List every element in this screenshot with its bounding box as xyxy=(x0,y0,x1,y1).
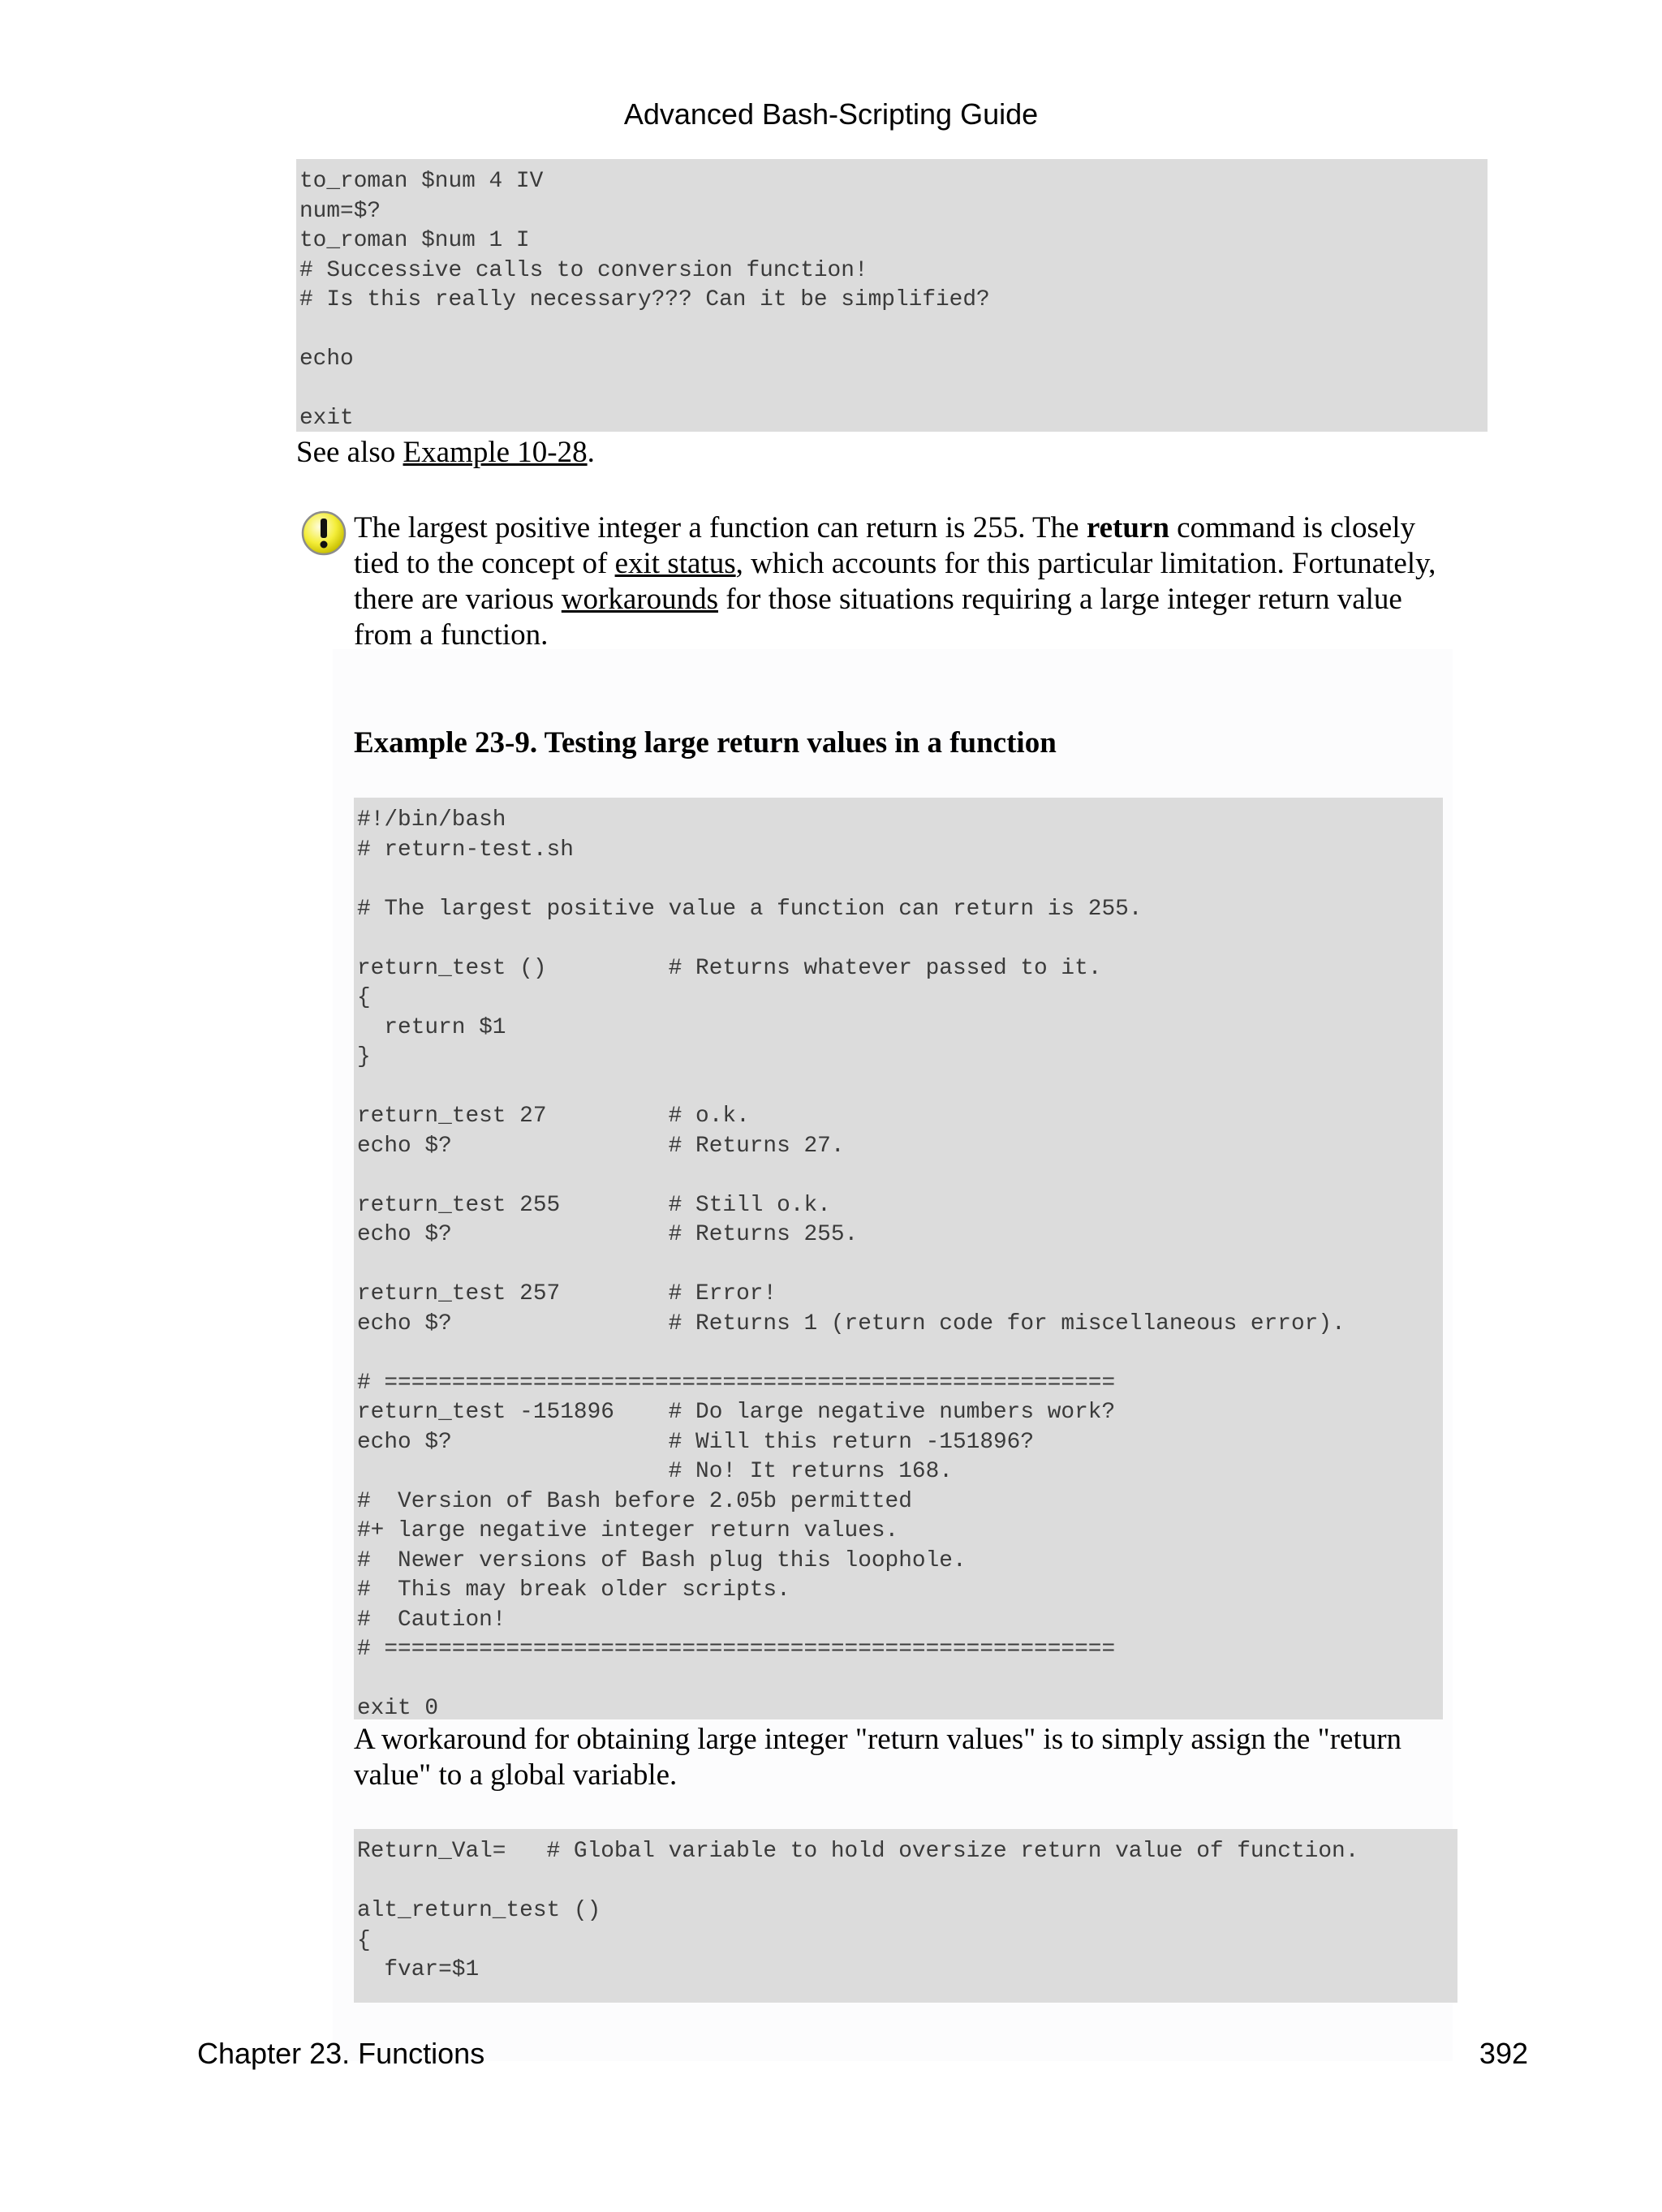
note-return-bold: return xyxy=(1086,511,1169,544)
code-line xyxy=(299,375,1488,405)
code-line xyxy=(357,1250,1443,1280)
note-text-2: command is closely tied to the concept of xyxy=(354,511,1416,580)
workaround-paragraph: A workaround for obtaining large integer "return values" is to simply assign the "return value" to a global variable. xyxy=(354,1723,1402,1792)
code-line xyxy=(357,1073,1443,1103)
code-line: return $1 xyxy=(357,1014,506,1040)
code-line: # Version of Bash before 2.05b permitted xyxy=(357,1488,912,1514)
code-line: Return_Val= # Global variable to hold oversize return value of function. xyxy=(357,1839,1359,1864)
code-line: # The largest positive value a function can return is 255. xyxy=(357,896,1143,922)
code-line: # No! It returns 168. xyxy=(357,1459,953,1484)
code-line: { xyxy=(357,1927,371,1953)
note-paragraph xyxy=(354,510,1457,653)
code-line: echo $? # Returns 255. xyxy=(357,1222,859,1247)
code-line xyxy=(357,1665,1443,1695)
code-line xyxy=(357,1161,1443,1191)
code-line: echo xyxy=(299,346,354,372)
footer-page-number: 392 xyxy=(1479,2037,1528,2070)
example-10-28-link[interactable]: Example 10-28 xyxy=(403,436,588,469)
footer-chapter: Chapter 23. Functions xyxy=(197,2037,485,2070)
code-line: # Is this really necessary??? Can it be simplified? xyxy=(299,287,990,312)
code-line: exit 0 xyxy=(357,1696,439,1719)
code-line: return_test 257 # Error! xyxy=(357,1281,777,1306)
code-line: exit xyxy=(299,406,354,431)
code-line: # Successive calls to conversion function! xyxy=(299,257,868,283)
page-header-title: Advanced Bash-Scripting Guide xyxy=(623,97,1039,131)
code-line xyxy=(357,1867,1457,1897)
code-line: return_test -151896 # Do large negative numbers work? xyxy=(357,1400,1116,1425)
code-line xyxy=(299,316,1488,346)
code-line: return_test 27 # o.k. xyxy=(357,1104,750,1129)
workarounds-link[interactable]: workarounds xyxy=(561,583,718,616)
warning-exclamation-icon xyxy=(300,510,347,557)
code-line: # ====================================================== xyxy=(357,1370,1116,1396)
code-block-bottom xyxy=(354,1829,1457,2003)
code-line: fvar=$1 xyxy=(357,1957,480,1982)
note-text-4: for those situations requiring a large integer return value from a function. xyxy=(354,583,1402,652)
code-line: to_roman $num 1 I xyxy=(299,228,530,253)
code-line xyxy=(357,1339,1443,1369)
see-also-line xyxy=(296,435,595,471)
code-line: # ====================================================== xyxy=(357,1637,1116,1662)
code-line: to_roman $num 4 IV xyxy=(299,169,544,194)
example-title: Example 23-9. Testing large return values in a function xyxy=(354,726,1057,760)
code-line: return_test () # Returns whatever passed to it. xyxy=(357,955,1102,981)
code-line: # Caution! xyxy=(357,1607,506,1633)
code-line: num=$? xyxy=(299,198,381,224)
code-line: #+ large negative integer return values. xyxy=(357,1518,899,1543)
code-line: { xyxy=(357,985,371,1010)
see-also-suffix: . xyxy=(587,436,595,469)
code-line xyxy=(357,865,1443,895)
code-line: alt_return_test () xyxy=(357,1898,601,1923)
see-also-prefix: See also xyxy=(296,436,403,469)
code-line: #!/bin/bash xyxy=(357,807,506,833)
code-block-top xyxy=(296,159,1488,432)
code-line xyxy=(357,924,1443,954)
note-text-3: , which accounts for this particular limitation. Fortunately, there are various xyxy=(354,547,1436,616)
code-line: # return-test.sh xyxy=(357,837,574,863)
code-line: # Newer versions of Bash plug this loophole. xyxy=(357,1547,967,1573)
code-line: echo $? # Returns 1 (return code for miscellaneous error). xyxy=(357,1310,1346,1336)
code-line: echo $? # Will this return -151896? xyxy=(357,1429,1035,1455)
code-line: # This may break older scripts. xyxy=(357,1577,790,1603)
note-text-1: The largest positive integer a function can return is 255. The xyxy=(354,511,1087,544)
code-line: } xyxy=(357,1044,371,1069)
code-line: return_test 255 # Still o.k. xyxy=(357,1192,831,1218)
exit-status-link[interactable]: exit status xyxy=(614,547,736,580)
code-line: echo $? # Returns 27. xyxy=(357,1133,845,1159)
code-block-example xyxy=(354,798,1443,1719)
